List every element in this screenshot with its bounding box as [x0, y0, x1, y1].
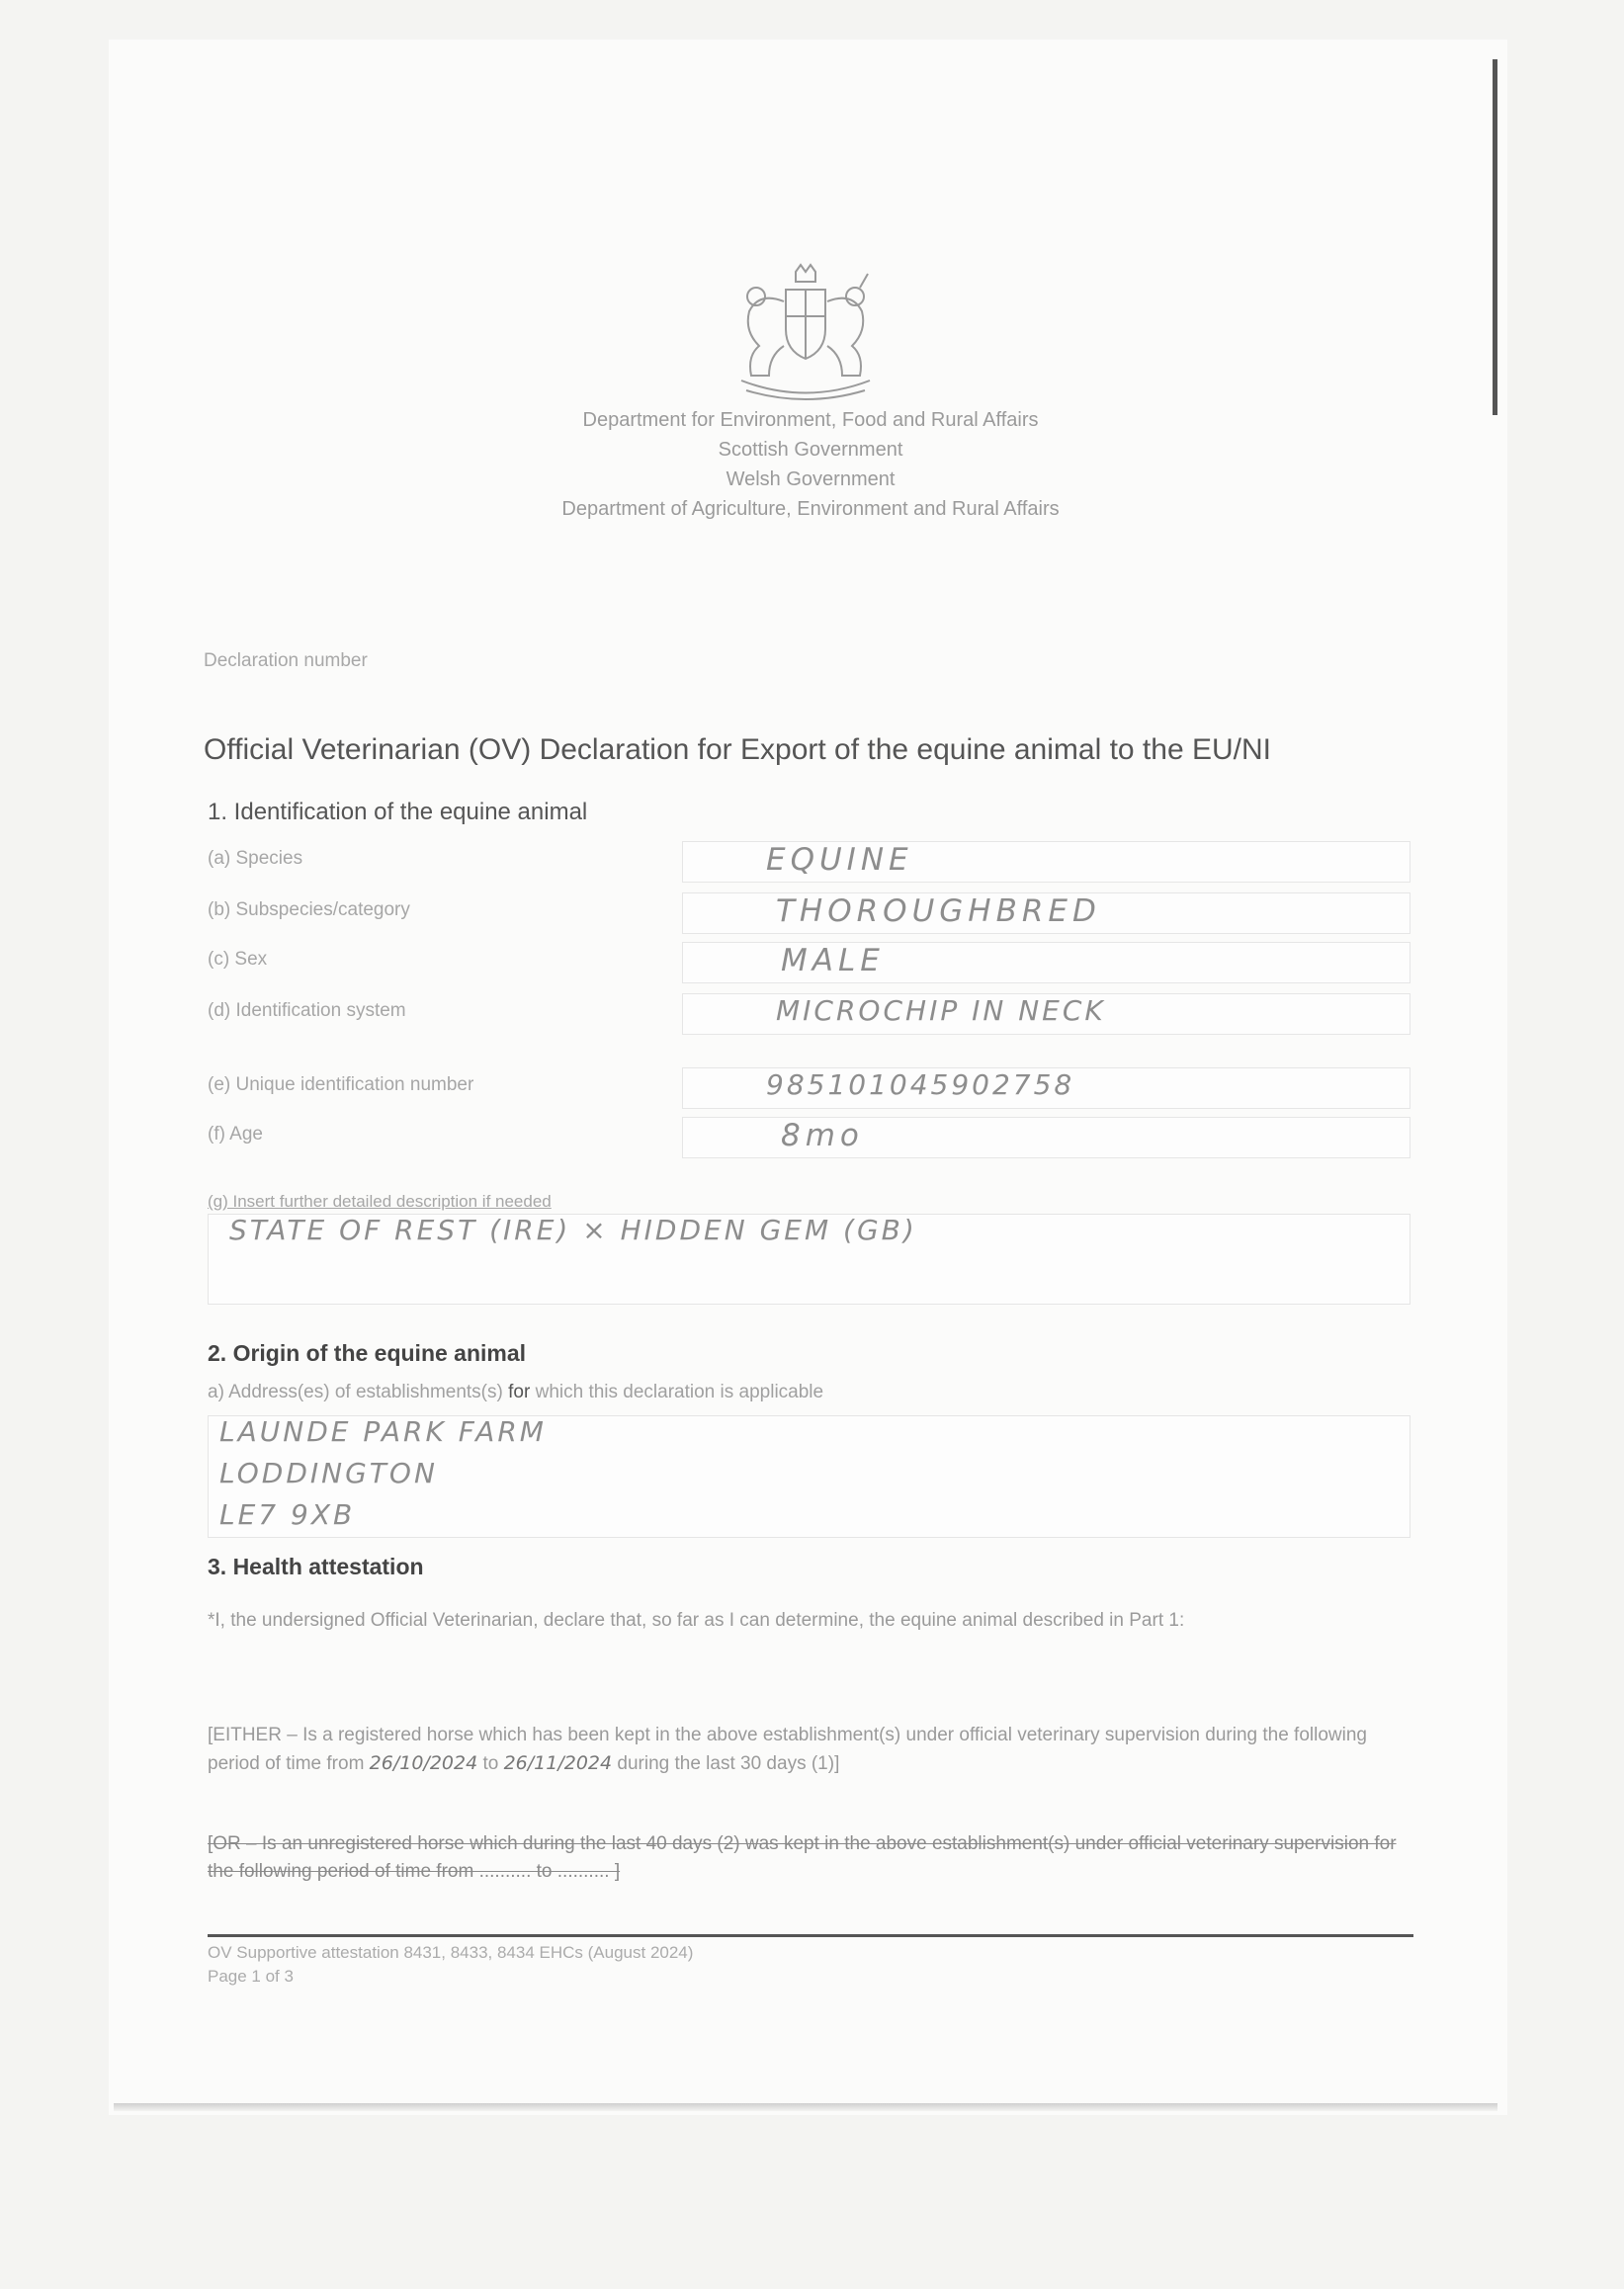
footer-divider [208, 1934, 1413, 1937]
sex-value: MALE [781, 943, 885, 978]
address-label-part-b: which this declaration is applicable [530, 1382, 824, 1402]
age-value: 8mo [781, 1118, 864, 1153]
address-line-1: LAUNDE PARK FARM [219, 1415, 547, 1448]
attestation-intro: *I, the undersigned Official Veterinarian, declare that, so far as I can determine, the equine animal described in Part 1: [208, 1610, 1185, 1631]
address-label-for: for [508, 1382, 531, 1402]
royal-coat-of-arms-icon [727, 262, 885, 410]
further-description-value: STATE OF REST (IRE) × HIDDEN GEM (GB) [229, 1214, 917, 1246]
unique-id-label: (e) Unique identification number [208, 1074, 474, 1095]
sex-label: (c) Sex [208, 949, 268, 970]
section2-title: 2. Origin of the equine animal [208, 1340, 527, 1366]
page-title: Official Veterinarian (OV) Declaration for Export of the equine animal to the EU/NI [204, 733, 1271, 766]
identification-system-label: (d) Identification system [208, 1000, 406, 1021]
declaration-number-label: Declaration number [204, 650, 368, 671]
page-bottom-shadow [114, 2103, 1497, 2111]
age-label: (f) Age [208, 1124, 263, 1144]
either-text-to: to [477, 1753, 504, 1774]
further-description-label: (g) Insert further detailed description if needed [208, 1192, 552, 1211]
agency-defra: Department for Environment, Food and Rural Affairs [582, 409, 1039, 431]
either-clause [208, 1722, 1413, 1778]
agency-scottish-government: Scottish Government [718, 439, 903, 461]
footer-page-number: Page 1 of 3 [208, 1967, 294, 1986]
date-from-value: 26/10/2024 [369, 1752, 478, 1774]
address-label-part-a: a) Address(es) of establishments(s) [208, 1382, 509, 1402]
address-label [208, 1382, 823, 1403]
either-text-b: during the last 30 days (1)] [612, 1753, 840, 1774]
unique-id-value: 985101045902758 [766, 1068, 1075, 1101]
section1-title: 1. Identification of the equine animal [208, 799, 588, 825]
species-label: (a) Species [208, 848, 303, 869]
subspecies-value: THOROUGHBRED [776, 893, 1101, 929]
page-edge-shadow [1493, 59, 1497, 415]
subspecies-label: (b) Subspecies/category [208, 899, 410, 920]
either-text-a: [EITHER – Is a registered horse which has been kept in the above establishment(s) under official veterinary supervision during the following period of time from [208, 1725, 1367, 1774]
agency-daera: Department of Agriculture, Environment and Rural Affairs [561, 498, 1060, 520]
date-to-value: 26/11/2024 [503, 1752, 613, 1774]
footer-attestation-ref: OV Supportive attestation 8431, 8433, 8434 EHCs (August 2024) [208, 1943, 694, 1962]
section3-title: 3. Health attestation [208, 1554, 424, 1579]
species-value: EQUINE [766, 842, 913, 878]
address-line-2: LODDINGTON [219, 1457, 438, 1489]
agency-welsh-government: Welsh Government [726, 468, 896, 490]
or-clause: [OR – Is an unregistered horse which during the last 40 days (2) was kept in the above establishment(s) under official veterinary supervision for the following period of time from .......... to .......... ] [208, 1833, 1397, 1882]
identification-system-value: MICROCHIP IN NECK [776, 994, 1106, 1027]
address-line-3: LE7 9XB [219, 1498, 356, 1531]
